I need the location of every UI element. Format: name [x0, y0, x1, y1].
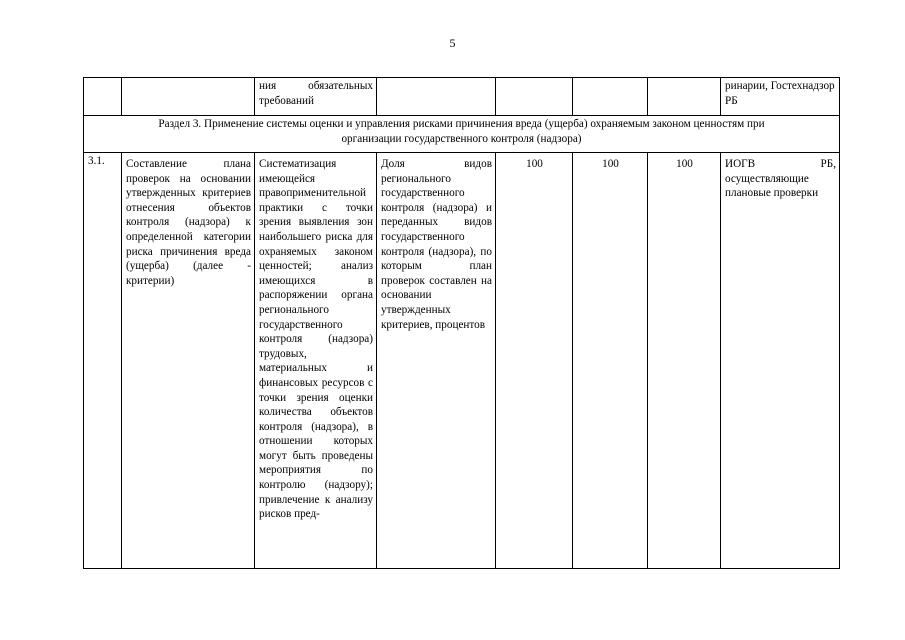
value-cell-1: 100 [496, 153, 573, 569]
page-number: 5 [449, 36, 456, 50]
plan-table [83, 77, 840, 569]
indicator-cell: Доля видов регионального государственного контроля (надзора) и переданных видов государственного контроля (надзора), по которым план проверок составлен на основании утвержденных критериев, процентов [377, 153, 496, 569]
description-cell: Систематизация имеющейся правоприменительной практики с точки зрения выявления зон наибольшего риска для охраняемых законом ценностей; анализ имеющихся в распоряжении органа регионального государственного контроля (надзора) трудовых, материальных и финансовых ресурсов с точки зрения оценки количества объектов контроля (надзора), в отношении которых могут быть проведены мероприятия по контролю (надзору); привлечение к анализу рисков пред- [255, 153, 377, 569]
cell-val1-empty [496, 78, 573, 116]
event-cell: Составление плана проверок на основании утвержденных критериев отнесения объектов контроля (надзора) к определенной категории риска причинения вреда (ущерба) (далее - критерии) [122, 153, 255, 569]
section-header-row [84, 116, 840, 153]
cell-indicator-empty [377, 78, 496, 116]
row-number: 3.1. [84, 153, 122, 569]
value-cell-2: 100 [573, 153, 648, 569]
continuation-row [84, 78, 840, 116]
cell-description-continued: ния обязательных требований [255, 78, 377, 116]
cell-responsible-continued: ринарии, Гостехнадзор РБ [721, 78, 840, 116]
cell-val3-empty [648, 78, 721, 116]
responsible-cell: ИОГВ РБ, осуществляющие плановые проверки [721, 153, 840, 569]
section-header: Раздел 3. Применение системы оценки и управления рисками причинения вреда (ущерба) охраняемым законом ценностям при организации государственного контроля (надзора) [84, 116, 840, 153]
table-row [84, 153, 840, 569]
cell-num-empty [84, 78, 122, 116]
cell-val2-empty [573, 78, 648, 116]
cell-event-empty [122, 78, 255, 116]
value-cell-3: 100 [648, 153, 721, 569]
